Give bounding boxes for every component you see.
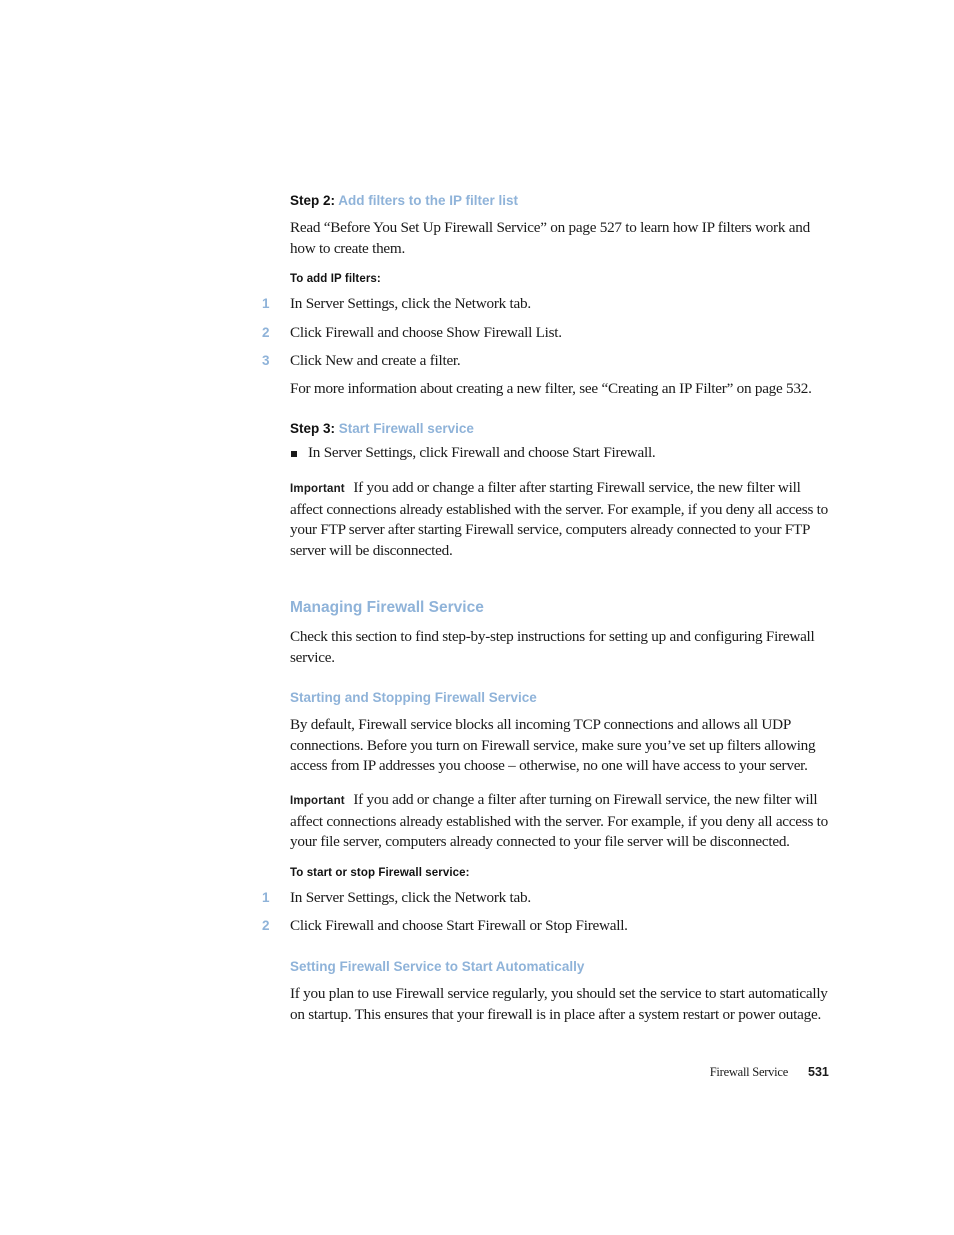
subsection-body: By default, Firewall service blocks all incoming TCP connections and allows all UDP connections. Before you turn on Firewall service, make sure you’ve set up filters allowing access from IP addresses you choose – otherwise, no one will have access to your server.: [290, 716, 816, 774]
important-text: If you add or change a filter after starting Firewall service, the new filter will affect connections already established with the server. For example, if you deny all access to your FTP server after starting Firewall service, computers already connected to your FTP server will be disconnected.: [290, 479, 828, 559]
step-3-bullet-text: In Server Settings, click Firewall and choose Start Firewall.: [308, 444, 656, 461]
step-2-heading: [290, 193, 518, 209]
start-stop-heading: To start or stop Firewall service:: [290, 867, 470, 879]
step-text: Click Firewall and choose Show Firewall List.: [290, 324, 562, 341]
section-intro: Check this section to find step-by-step instructions for setting up and configuring Firewall service.: [290, 628, 815, 666]
footer-chapter: Firewall Service: [709, 1065, 788, 1079]
important-text: If you add or change a filter after turning on Firewall service, the new filter will affect connections already established with the server. For example, if you deny all access to your file server, computers already connected to your file server will be disconnected.: [290, 791, 828, 850]
subsection-heading: Starting and Stopping Firewall Service: [290, 690, 537, 705]
step-number: 2: [262, 918, 270, 933]
more-info-text: For more information about creating a new filter, see “Creating an IP Filter” on page 532.: [290, 380, 812, 397]
page-number: 531: [808, 1065, 829, 1079]
step-2-label: Step 2:: [290, 193, 336, 208]
important-label: Important: [290, 483, 345, 495]
important-note-1: [290, 478, 830, 561]
step-3-title: Start Firewall service: [338, 421, 474, 436]
step-text: In Server Settings, click the Network tab.: [290, 889, 531, 906]
step-3-label: Step 3:: [290, 421, 336, 436]
step-number: 1: [262, 296, 270, 311]
step-text: In Server Settings, click the Network tab.: [290, 295, 531, 312]
subsection-heading: Setting Firewall Service to Start Automatically: [290, 959, 585, 974]
step-text: Click Firewall and choose Start Firewall or Stop Firewall.: [290, 917, 628, 934]
step-number: 2: [262, 325, 270, 340]
step-2-intro: Read “Before You Set Up Firewall Service” on page 527 to learn how IP filters work and how to create them.: [290, 219, 810, 257]
section-heading: Managing Firewall Service: [290, 599, 484, 616]
bullet-icon: [291, 451, 297, 457]
step-number: 1: [262, 890, 270, 905]
important-note-2: [290, 790, 830, 853]
step-3-heading: [290, 421, 474, 437]
subsection-body: If you plan to use Firewall service regularly, you should set the service to start automatically on startup. This ensures that your firewall is in place after a system restart or power outage.: [290, 985, 828, 1023]
step-2-title: Add filters to the IP filter list: [338, 193, 519, 208]
step-number: 3: [262, 353, 270, 368]
add-filters-heading: To add IP filters:: [290, 273, 381, 285]
step-text: Click New and create a filter.: [290, 352, 461, 369]
important-label: Important: [290, 795, 345, 807]
